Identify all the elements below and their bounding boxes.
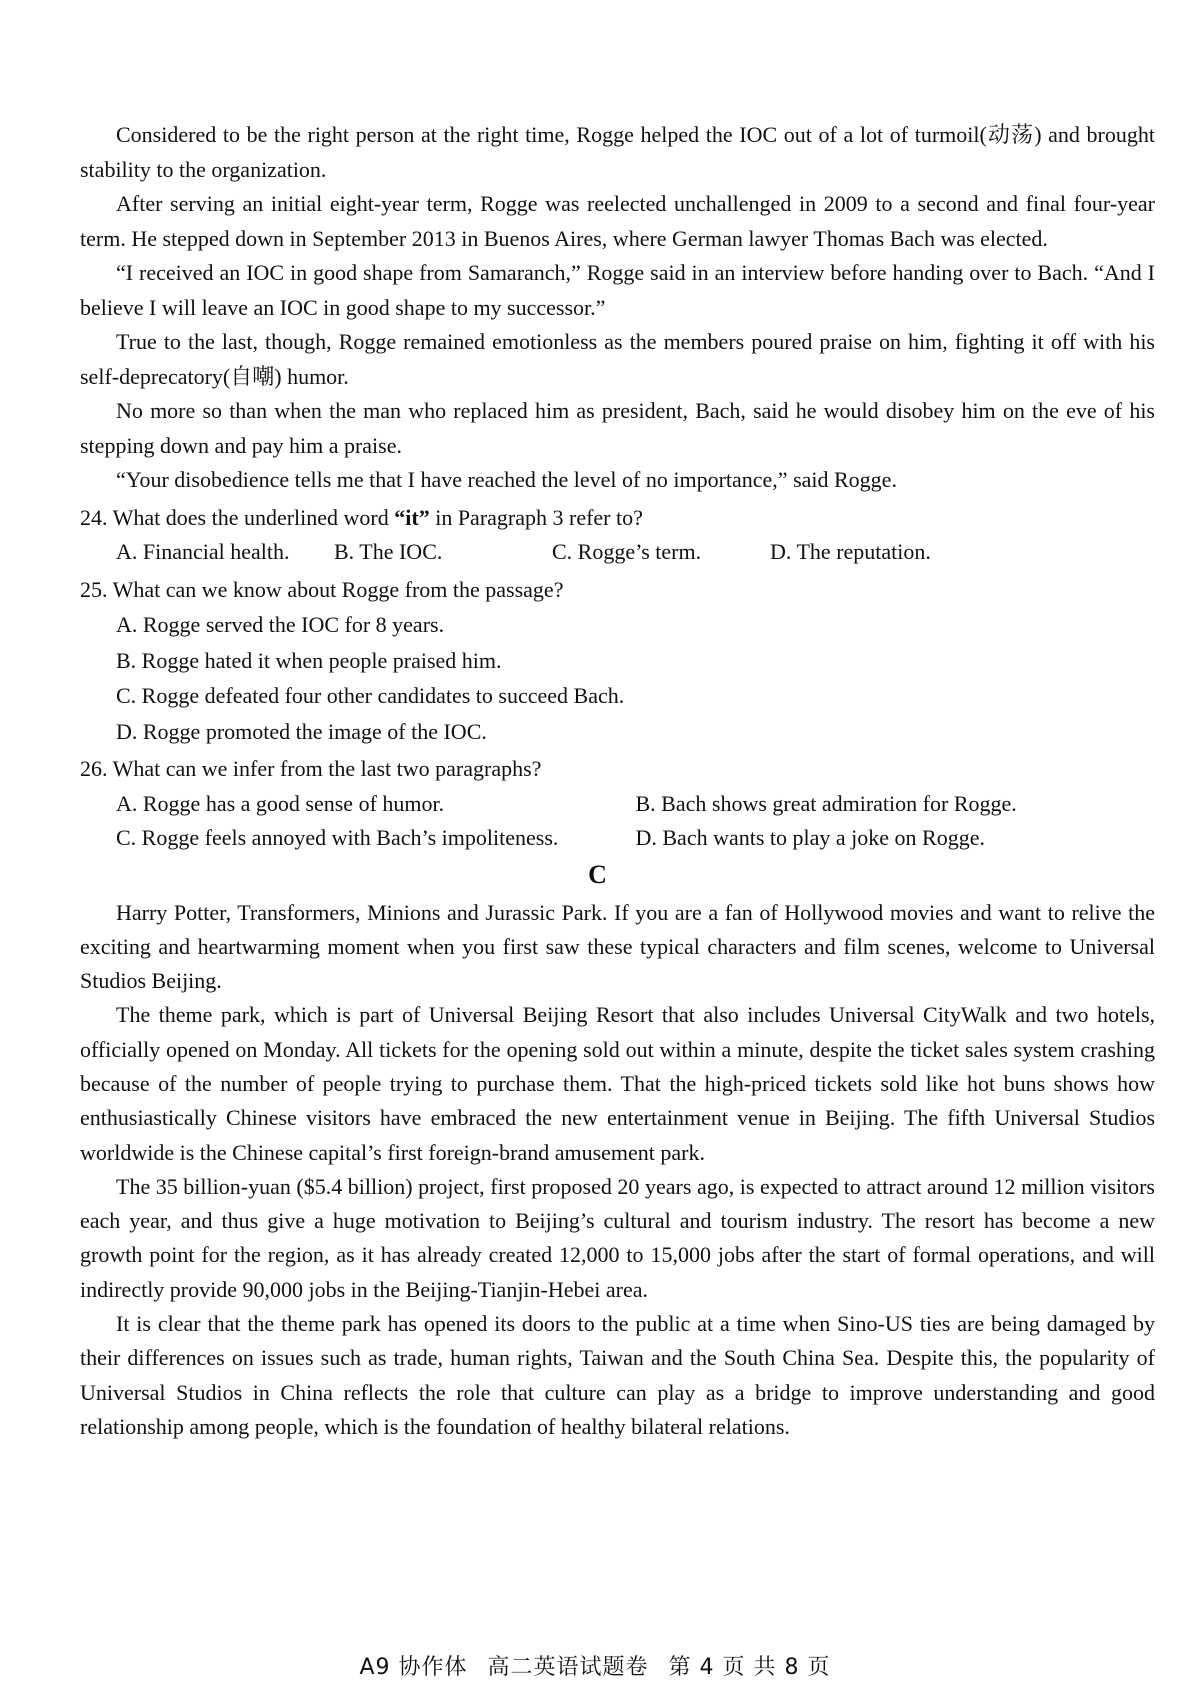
passage-paragraph: Harry Potter, Transformers, Minions and Jurassic Park. If you are a fan of Hollywood movies and want to relive the exciting and heartwarming moment when you first saw these typical characters and film scenes, welcome to Universal Studios Beijing.	[80, 899, 1155, 994]
exam-title: 高二英语试题卷	[487, 1655, 649, 1680]
option-a[interactable]: A. Rogge has a good sense of humor.	[116, 790, 445, 816]
option-b[interactable]: B. Rogge hated it when people praised him.	[116, 647, 502, 673]
passage-paragraph: After serving an initial eight-year term, Rogge was reelected unchallenged in 2009 to a second and final four-year term. He stepped down in September 2013 in Buenos Aires, where German lawyer Thomas Bach was elected.	[80, 191, 1155, 251]
passage-paragraph: The 35 billion-yuan ($5.4 billion) project, first proposed 20 years ago, is expected to attract around 12 million visitors each year, and thus give a huge motivation to Beijing’s cultural and tourism industry. The resort has become a new growth point for the region, as it has already created 12,000 to 15,000 jobs after the start of formal operations, and will indirectly provide 90,000 jobs in the Beijing-Tianjin-Hebei area.	[80, 1173, 1155, 1302]
exam-group: A9 协作体	[359, 1655, 468, 1680]
question-text: in Paragraph 3 refer to?	[429, 504, 643, 530]
question-24	[80, 501, 1155, 570]
option-b[interactable]: B. The IOC.	[334, 539, 443, 564]
option-a[interactable]: A. Financial health.	[116, 539, 290, 564]
question-text: What can we know about Rogge from the passage?	[112, 576, 564, 602]
passage-paragraph: No more so than when the man who replaced him as president, Bach, said he would disobey him on the eve of his stepping down and pay him a praise.	[80, 398, 1155, 458]
answer-options-row	[80, 787, 1155, 822]
question-stem	[80, 752, 1155, 787]
passage-b	[80, 118, 1155, 498]
option-c[interactable]: C. Rogge defeated four other candidates to succeed Bach.	[116, 683, 625, 708]
option-b[interactable]: B. Bach shows great admiration for Rogge.	[635, 790, 1017, 816]
option-c[interactable]: C. Rogge feels annoyed with Bach’s impoliteness.	[116, 825, 559, 850]
question-number: 25.	[80, 576, 108, 602]
question-25	[80, 573, 1155, 750]
page-footer	[0, 1650, 1190, 1681]
option-c[interactable]: C. Rogge’s term.	[552, 539, 702, 564]
question-number: 24.	[80, 504, 108, 530]
passage-c	[80, 896, 1155, 1445]
option-d[interactable]: D. The reputation.	[770, 539, 931, 564]
exam-page	[80, 118, 1155, 1444]
page-info: 第 4 页 共 8 页	[668, 1655, 831, 1680]
question-stem	[80, 573, 1155, 608]
passage-paragraph: “I received an IOC in good shape from Samaranch,” Rogge said in an interview before handing over to Bach. “And I believe I will leave an IOC in good shape to my successor.”	[80, 260, 1155, 320]
passage-paragraph: The theme park, which is part of Universal Beijing Resort that also includes Universal CityWalk and two hotels, officially opened on Monday. All tickets for the opening sold out within a minute, despite the ticket sales system crashing because of the number of people trying to purchase them. That the high-priced tickets sold like hot buns shows how enthusiastically Chinese visitors have embraced the new entertainment venue in Beijing. The fifth Universal Studios worldwide is the Chinese capital’s first foreign-brand amusement park.	[80, 1002, 1155, 1165]
answer-options-row	[80, 821, 1155, 856]
option-d[interactable]: D. Rogge promoted the image of the IOC.	[116, 718, 487, 744]
passage-paragraph: It is clear that the theme park has opened its doors to the public at a time when Sino-US ties are being damaged by their differences on issues such as trade, human rights, Taiwan and the South China Sea. Despite this, the popularity of Universal Studios in China reflects the role that culture can play as a bridge to improve understanding and good relationship among people, which is the foundation of healthy bilateral relations.	[80, 1311, 1155, 1439]
underlined-word: “it”	[394, 504, 430, 530]
passage-paragraph: “Your disobedience tells me that I have reached the level of no importance,” said Rogge.	[116, 467, 897, 492]
question-text: What can we infer from the last two paragraphs?	[112, 756, 542, 781]
question-stem	[80, 501, 1155, 536]
passage-paragraph: Considered to be the right person at the right time, Rogge helped the IOC out of a lot of turmoil(动荡) and brought stability to the organization.	[80, 122, 1155, 182]
option-d[interactable]: D. Bach wants to play a joke on Rogge.	[635, 825, 985, 850]
option-a[interactable]: A. Rogge served the IOC for 8 years.	[116, 612, 445, 637]
question-number: 26.	[80, 756, 108, 781]
question-26	[80, 752, 1155, 856]
question-text: What does the underlined word	[112, 504, 395, 530]
passage-paragraph: True to the last, though, Rogge remained emotionless as the members poured praise on him, fighting it off with his self-deprecatory(自嘲) humor.	[80, 329, 1155, 389]
section-heading: C	[588, 859, 607, 889]
answer-options	[80, 535, 1155, 570]
